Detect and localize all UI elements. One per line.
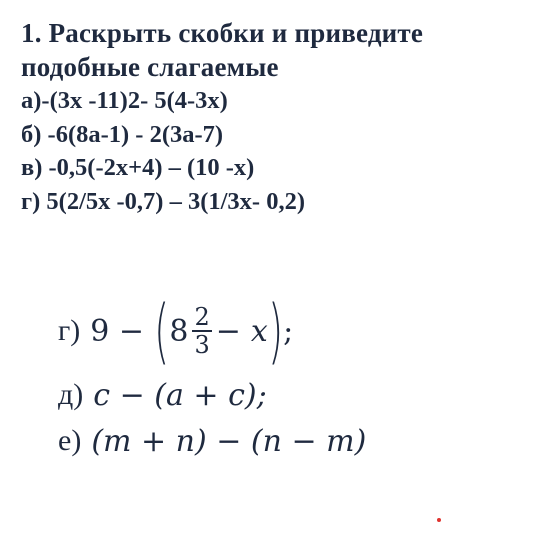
- math-examples: [58, 290, 518, 464]
- task-item-g: г) 5(2/5х -0,7) – 3(1/3х- 0,2): [21, 187, 305, 215]
- task-item-b: б) -6(8а-1) - 2(3а-7): [21, 120, 224, 148]
- math-row-g-label: г): [58, 314, 81, 347]
- task-title-line-2: подобные слагаемые: [21, 52, 279, 82]
- task-title-line-1: 1. Раскрыть скобки и приведите: [21, 18, 424, 48]
- task-item-a: а)-(3х -11)2- 5(4-3х): [21, 87, 228, 114]
- right-paren: ): [267, 290, 283, 372]
- math-row-g-lead: 9 −: [90, 313, 145, 349]
- fraction-denominator: 3: [194, 331, 210, 359]
- task-item-v: в) -0,5(-2х+4) – (10 -х): [21, 154, 255, 181]
- fraction-numerator: 2: [194, 303, 210, 331]
- math-row-d: [58, 372, 518, 418]
- left-paren: (: [154, 290, 170, 372]
- task-block: [21, 16, 526, 218]
- math-row-d-expr: c − (a + c);: [93, 377, 267, 413]
- math-row-e-expr: (m + n) − (n − m): [91, 423, 367, 459]
- math-row-g-whole: 8: [169, 313, 189, 349]
- red-marker-dot: [437, 518, 441, 522]
- math-row-e: [58, 418, 518, 464]
- math-row-e-label: е): [58, 424, 82, 457]
- fraction: [192, 304, 211, 358]
- math-row-g-minus: −: [215, 313, 241, 349]
- math-row-g: [58, 290, 518, 372]
- math-row-g-var: x: [250, 313, 268, 349]
- math-row-g-tail: ;: [283, 313, 294, 349]
- math-row-d-label: д): [58, 378, 84, 411]
